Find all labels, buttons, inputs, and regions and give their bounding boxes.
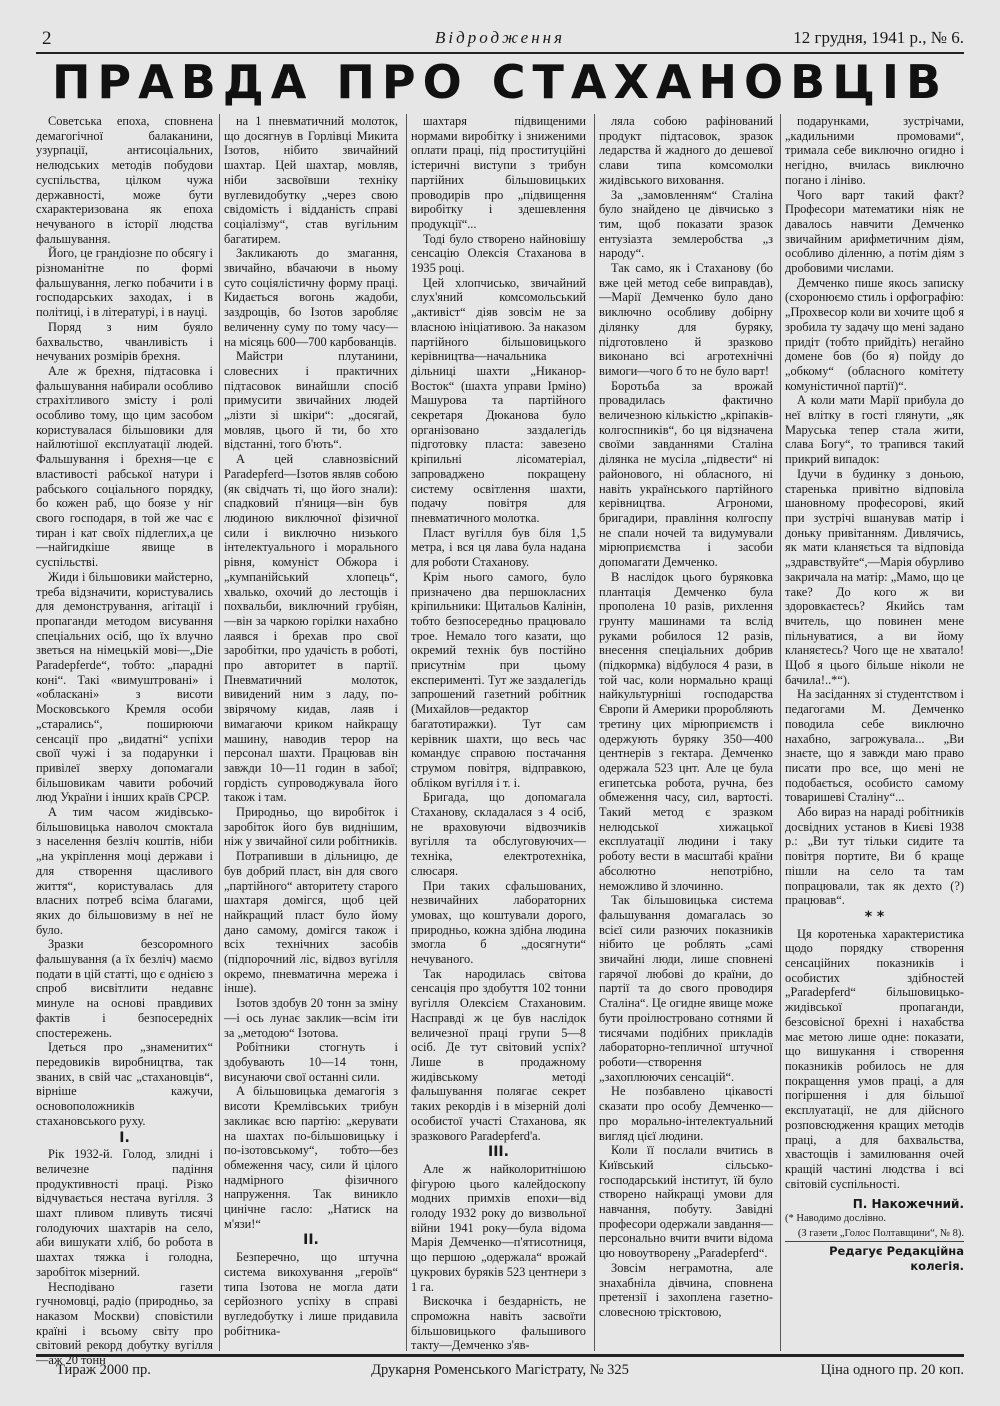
page-number: 2 [42,28,52,49]
column-2 [224,114,398,1351]
paragraph: Безперечно, що штучна система викохування „героїв“ типа Ізотова не могла дати серйозного успіху в справі вугледобутку і лише придавила робітника- [224,1250,398,1338]
paragraph: Бригада, що допомагала Стаханову, складалася з 4 осіб, не враховуючи відвозчиків вугілля та обслуговуючих—техніка, електротехніка, слюсаря. [411,790,586,878]
paragraph: Зразки безсоромного фальшування (а їх безліч) маємо подати в цій статті, що є однією з спроб висвітлити недавнє минуле на основі правдивих фактів і безпосередніх спостережень. [36,937,213,1040]
paragraph: Коли її послали вчитись в Київський сільсько-господарський інститут, їй було створено найкращі умови для навчання, побуту. Завідні професори одержали завдання—персонально вчити вчити відома цю новоутворену „Paradepferd“. [599,1143,773,1261]
paragraph: Чого варт такий факт? Професори математики ніяк не давалось навчити Демченко звичайним арифметичним діям, особливо діленню, а потім діям з дробовими числами. [785,187,964,276]
paragraph: Зовсім неграмотна, але знахабніла дівчина, сповнена претензії і захоплена газетно-словесною трісктовою, [599,1260,773,1319]
paragraph: Ізотов здобув 20 тонн за зміну—і ось лунає заклик—всім іти за „методою“ Ізотова. [224,996,398,1040]
paragraph: При таких сфальшованих, незвичайних лабораторних умовах, що коштували дорого, природньо, кожна здібна людина змогла б „досягнути“ нечуваного. [411,878,586,967]
section-heading: III. [488,1144,509,1161]
column-5 [785,114,964,1351]
column-3 [411,114,586,1351]
paragraph: Тоді було створено найновішу сенсацію Олексія Стаханова в 1935 році. [411,231,586,276]
paragraph: Жиди і більшовики майстерно, треба відзначити, користувались для демонстрування, агітації і пропаганди методом висування спеціальних осіб, що їх влучно зветься на німецькій мові—„Die Paradepferde“, тобто: „парадні коні“. Такі «вимуштровані» і «обласкані» з висоти Московського Кремля особи „старались“, поширюючи сенсації про „видатні“ успіхи своїї чужі і за подарунки і привілеї зверху допомагали більшовикам чавити робочий люд України і інших країв СРСР. [36,569,213,805]
paragraph: подарунками, зустрічами, „кадильними промовами“, тримала себе виключно огидно і негідно, вчилась виключно погано і лінiво. [785,114,964,187]
paragraph: Боротьба за врожай провадилась фактично величезною кількістю „кріпаків-колгоспників“, бо ця відзначена своїми завданнями Сталіна ділянка не мусіла „підвести“ ні районового, ні обласного, ні навіть українського партійного керівництва. Агрономи, бригадири, правління колгоспу не спали ночей та видумували мірюприємства і засоби допомагати Демченко. [599,378,773,570]
paragraph: Рік 1932-й. Голод, злидні і величезне падіння продуктивності праці. Різко відчувається нестача вугілля. З шахт пливом пливуть тисячі голодуючих шахтарів на село, аби вишукати хліб, бо робота в шахтах тяжка і голодна, заробіток мізерний. [36,1147,213,1279]
paragraph: Вискочка і бездарність, не спроможна навіть засвоїти більшовицького фальшивого такту—Демченко з'яв- [411,1294,586,1353]
paragraph: За „замовленням“ Сталіна було знайдено це дівчисько з тим, щоб показати зразок ентузіазта землеробства „з народу“. [599,187,773,261]
headline: ПРАВДА ПРО СТАХАНОВЦІВ [51,55,949,109]
paragraph: А цей славнозвісний Paradepferd—Ізотов являв собою (як свідчать ті, що його знали): спадковий п'яниця—він був людиною виключної фізичної сили і виключно низького інтелектуального і морального рівня, комуніст Обжора і „кумпанійський хлопець“, хвалько, охочий до лестощів і похвальби, виключний грубіян,—він за чаркою горілки нахабно лаявся і брехав про свої заробітки, про удачість в роботі, про авторитет в партії. Пневматичний молоток, вивидений ним з ладу, по-звірячому кидав, лаяв і вимагаючи криком найкращу машину, наводив терор на персонал шахти. Працював він завжди 10—11 годин в забої; гордість супроводжувала його також і там. [224,452,398,805]
section-heading: II. [303,1232,319,1249]
paragraph: А коли мати Марії прибула до неї влітку в гості глянути, „як Маруська тепер стала жити, слава Богу“, то трапився такий прикрий випадок: [785,393,964,467]
paragraph: Природньо, що виробіток і заробіток його був виднішим, ніж у звичайної сили робітників. [224,805,398,849]
paragraph: В наслідок цього буряковка плантація Демченко була прополена 10 разів, рихлення грунту машинами та вслід руками робилося 12 разів, внесення спеціальних добрив (підкормка) відбулося 4 рази, в той час, коли нормально кращі найкультурніші господарства Європи й Америки проробляють третину цих мірюприємств і одержують буряку 350—400 центнерів з гектара. Демченко одержала 523 цнт. Але це була египетська робота, ручна, без обмеження часу, сил, вартості. Такий метод є зразком нелюдської хижацької експлуатації людини і таку роботу вести в масштабі країни абсолютно непотрібно, неможливо й злочинно. [599,569,773,893]
price: Ціна одного пр. 20 коп. [820,1362,964,1378]
paragraph: Потрапивши в дільницю, де був добрий пласт, він для свого „партійного“ авторитету старого шахтаря домігся, щоб цей найкращий пласт було йому дано самому, домігся також і всіх технічних засобів (підпорочний ліс, відвоз вугілля окремо, пневматична мережа і інше). [224,849,398,996]
editorial-credit: Редагує Редакційна колегія. [785,1241,964,1273]
footer-rule [36,1354,964,1357]
paragraph: Робітники стогнуть і здобувають 10—14 тонн, висунаючи свої останні сили. [224,1040,398,1084]
paragraph: Не позбавлено цікавості сказати про особу Демченко—про морально-інтелектуальний вигляд цієї людини. [599,1084,773,1143]
paragraph: Ідеться про „знаменитих“ передовиків виробництва, так званих, в свій час „стахановців“, вірніше кажучи, основоположників стахановського руху. [36,1040,213,1128]
paragraph: Майстри плутанини, словесних і практичних підтасовок винайшли спосіб примусити звичайних людей „лізти зі шкіри“: „досягай, мовляв, цього й ти, бо хто відстанні, того б'ють“. [224,349,398,452]
paragraph: Советська епоха, сповнена демагогічної балаканини, узурпації, антисоціальних, нелюдських методів побудови суспільства, цілком чужа державності, може бути схарактеризована як епоха нечуваного в історії людства фальшування. [36,114,213,246]
author-signature: П. Накожечний. [852,1197,964,1212]
article-body [36,114,964,1368]
paragraph: Закликають до змагання, звичайно, вбачаючи в ньому суто соціялістичну форму праці. Кидається вогонь жадоби, заздрощів, бо Ізотов заробляє величенну суму по тому часу—на місяць 600—700 карбованців. [224,246,398,349]
paragraph: Несподівано газети гучномовці, радіо (природньо, за наказом Москви) сповістили країні і всьому світу про світовий рекорд добутку вугілля—аж 20 тонн [36,1279,213,1368]
paragraph: Пласт вугілля був біля 1,5 метра, і вся ця лава була надана для роботи Стаханову. [411,525,586,570]
paragraph: Крім нього самого, було призначено два першокласних кріпильники: Щитальов Калінін, тобто безпосередньо працювало трое. Немало того казати, що окремий технік був постійно присутнім при цьому експерименті. Тут же заздалегідь запрошений газетний робітник (Михайлов—редактор багатотиражки). Тут сам керівник шахти, що весь час командує справою постачання струмом повітря, відправкою, обліком вугілля і т. і. [411,569,586,790]
paragraph: Так само, як і Стаханову (бо вже цей метод себе виправдав),—Марії Демченко було дано виключно особливу добірну ділянку для буряку, підготовлено й зразково виконано всі агротехнічні вимоги—чого б то не було варт! [599,261,773,378]
paragraph: Але ж брехня, підтасовка і фальшування набирали особливо страхітливого змісту і ролі особливо тому, що цим засобом користувалася більшовики для найлютішої експлуатації людей. Фальшування і брехня—це є властивості рабської натури і рабського соціального порядку, бо кожен раб, що боязе у ніг свого господаря, в той же час є тиран і кат своїх підлеглих,а це—найгидкіше явище в суспільстві. [36,363,213,570]
paragraph: Цей хлопчисько, звичайний слух'яний комсомольський „активіст“ діяв зовсім не за власною ініціативою. За наказом партійного більшовицького керівництва—начальника дільниці шахти „Никанор-Восток“ (шахта управи Ірміно) Машурова та партійного секретаря Дюканова було організовано заздалегідь підготовку пласта: завезено кріпильні лісоматеріал, запроваджено покращену систему освітлення шахти, подачу повітря для пневматичного молотка. [411,275,586,525]
paragraph: Його, це грандіозне по обсягу і різноманітне по формі фальшування, легко побачити і в господарських заходах, і в політиці, і в літературі, і в науці. [36,246,213,320]
source-note: (З газети „Голос Полтавщини“, № 8). [797,1227,964,1239]
paragraph: Або вираз на нараді робітників досвідних установ в Києві 1938 р.: „Ви тут тільки сидите та повітря портите, Ви б краще пішли на село та там попрацювали, так як дехто (?) працював“. [785,805,964,908]
page-header [36,26,964,52]
printer: Друкарня Роменського Магістрату, № 325 [371,1362,629,1378]
paragraph: Ідучи в будинку з доньою, старенька привітно відповіла шановному професорові, який при зустрічі вшанував матір і доньку привітанням. Дивлячись, як мати кланяється та відповіда „здравствуйте“,—Марія обурливо закричала на матір: „Мамо, що це таке? До кого ж ви здоровкаєтесь? Якийсь там вчитель, що повинен мене пільнуватися, а ви йому кланяєтесь? Чого ще не хватало! Щоб я цього більше ніколи не бачила!..*“). [785,466,964,687]
footnote: (* Наводимо дослівно. [785,1213,887,1225]
paper-title: Відродження [435,28,565,47]
section-heading: I. [119,1129,130,1146]
paragraph: Але ж найколоритнішою фігурою цього калейдоскопу модних примхів епохи—від голоду 1932 року до визвольної війни 1941 року—була відома Марія Демченко—п'ятисотниця, що першою „одержала“ врожай цукрових буряків 523 центнери з 1 га. [411,1161,586,1294]
paragraph: Так більшовицька система фальшування домагалась зо всієї сили разючих показників нібито це роблять „самі звичайні люди, лише сповнені гарячої любові до країни, до партії та до свого проводиря Сталіна“. Це огидне явище може бути проілюстровано сотнями й тисячами подібних прикладів лабораторно-тепличної штучної роботи—створення „захоплюючих сенсацій“. [599,893,773,1084]
column-1 [36,114,213,1368]
issue-date: 12 грудня, 1941 р., № 6. [793,28,964,47]
paragraph: Поряд з ним буяло бахвальство, чванливість і нечуваних розмірів брехня. [36,319,213,364]
paragraph: А тим часом жидівсько-більшовицька наволоч смоктала з населення безліч коштів, ніби „на укріплення моці держави і для створення щасливого життя“, користувалась для власних потреб всіма благами, яких до більшовизму в неї не було. [36,805,213,937]
paragraph: Так народилась світова сенсація про здобуття 102 тонни вугілля Олексієм Стахановим. Насправді ж це був наслідок величезної праці групи 5—8 осіб. Де тут світовий успіх? Лише в продажному жидівському методі фальшування полягає секрет таких рекордів і в мізерній долі особистої участі Стаханова, як зразкового Paradepferd'а. [411,966,586,1143]
paragraph: ляла собою рафінований продукт підтасовок, зразок ледарства й жадного до дешевої слави типа комсомолки жидівського виховання. [599,114,773,187]
paragraph: Ця коротенька характеристика щодо порядку створення сенсаційних показників і особистих здібностей „Paradepferd“ більшовицько-жидівської пропаганди, безсовісної брехні і нахабства має метою лише одне: показати, що вишукання і створення показників робилось не для покращення умов праці, а для погіршення і для більшої експлуатації, не для дійсного розповсюдження кращих методів праці, а для бахвальства, хвастощів і замилювання очей кращій частині людства і всі світовій суспільності. [785,926,964,1191]
section-heading: * * [864,908,885,925]
column-4 [599,114,773,1351]
paragraph: шахтаря підвищеними нормами виробітку і зниженими оплати праці, під проституційні істеричні виступи з трибун партійних більшовицьких проводирів про „підвищення виробітку і здешевлення продукції“... [411,114,586,231]
page-footer [36,1362,964,1384]
paragraph: На засіданнях зі студентством і педагогами М. Демченко поводила себе виключно нахабно, загрожувала... „Ви знаєте, що я завжди маю право писати про все, що мені не подобається, особисто самому товаришеві Сталіну“... [785,687,964,805]
paragraph: Демченко пише якось записку (схоронюємо стиль і орфографію: „Прохвесор коли ви хочите щоб я зробила ту задачу що мені задано придіт (тобто прийдіть) негайно домене бов (бо я) пойду до „обкому“ (обласного комітету комуністичної партії)“. [785,275,964,393]
paragraph: А більшовицька демагогія з висоти Кремлівських трибун закликає всю партію: „керувати на шахтах по-більшовицьку і по-ізотовському“, тобто—без обмеження часу, сили й цілого надмірного фізичного напруження. Так виникло цинічне гасло: „Натиск на м'язи!“ [224,1084,398,1231]
circulation: Тираж 2000 пр. [56,1362,151,1378]
paragraph: на 1 пневматичний молоток, що досягнув в Горлівці Микита Ізотов, нібито звичайний шахтар. Цей шахтар, мовляв, ніби засвоївши техніку вуглевидобутку „через свою свідомість і відданість справі соціалізму“, став вугільним багатирем. [224,114,398,246]
